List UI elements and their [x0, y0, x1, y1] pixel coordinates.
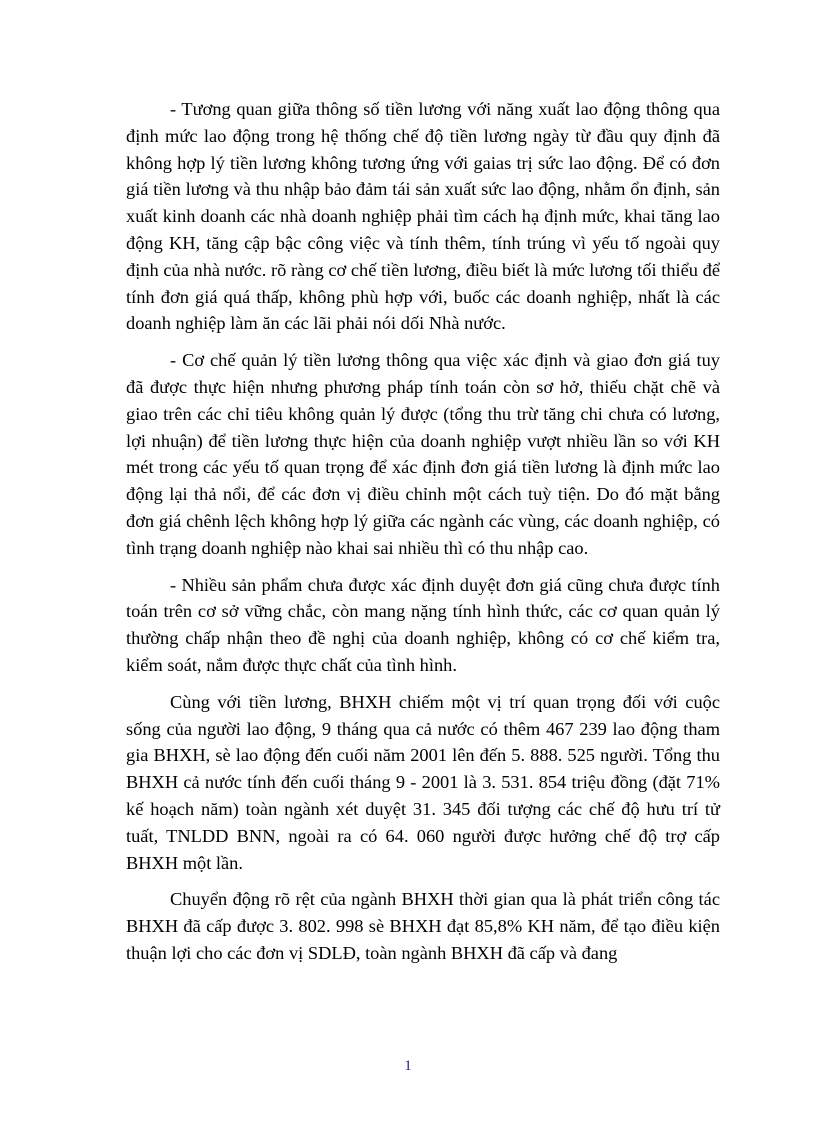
document-body: [126, 96, 720, 977]
page-number: 1: [404, 1058, 412, 1074]
paragraph-social-insurance: Cùng với tiền lương, BHXH chiếm một vị trí quan trọng đối với cuộc sống của người lao động, 9 tháng qua cả nước có thêm 467 239 lao động tham gia BHXH, sè lao động đến cuối năm 2001 lên đến 5. 888. 525 người. Tổng thu BHXH cả nước tính đến cuối tháng 9 - 2001 là 3. 531. 854 triệu đồng (đặt 71% kế hoạch năm) toàn ngành xét duyệt 31. 345 đối tượng các chế độ hưu trí tử tuất, TNLDD BNN, ngoài ra có 64. 060 người được hưởng chế độ trợ cấp BHXH một lần.: [126, 691, 720, 873]
paragraph-salary-productivity: - Tương quan giữa thông số tiền lương với năng xuất lao động thông qua định mức lao động trong hệ thống chế độ tiền lương ngày từ đầu quy định đã không hợp lý tiền lương không tương ứng với gaias trị sức lao động. Để có đơn giá tiền lương và thu nhập bảo đảm tái sản xuất sức lao động, nhằm ổn định, sản xuất kinh doanh các nhà doanh nghiệp phải tìm cách hạ định mức, khai tăng lao động KH, tăng cập bậc công việc và tính thêm, tính trúng vì yếu tố ngoài quy định của nhà nước. rõ ràng cơ chế tiền lương, điều biết là mức lương tối thiểu để tính đơn giá quá thấp, không phù hợp với, buốc các doanh nghiệp, nhất là các doanh nghiệp làm ăn các lãi phải nói dối Nhà nước.: [126, 99, 720, 334]
paragraph-salary-management: - Cơ chế quản lý tiền lương thông qua việc xác định và giao đơn giá tuy đã được thực hiện nhưng phương pháp tính toán còn sơ hở, thiếu chặt chẽ và giao trên các chỉ tiêu không quản lý được (tổng thu trừ tăng chi chưa có lương, lợi nhuận) để tiền lương thực hiện của doanh nghiệp vượt nhiều lần so với KH mét trong các yếu tố quan trọng để xác định đơn giá tiền lương là định mức lao động lại thả nổi, để các đơn vị điều chỉnh một cách tuỳ tiện. Do đó mặt bằng đơn giá chênh lệch không hợp lý giữa các ngành các vùng, các doanh nghiệp, có tình trạng doanh nghiệp nào khai sai nhiều thì có thu nhập cao.: [126, 350, 720, 558]
paragraph-unit-price: - Nhiều sản phẩm chưa được xác định duyệt đơn giá cũng chưa được tính toán trên cơ sở vững chắc, còn mang nặng tính hình thức, các cơ quan quản lý thường chấp nhận theo đề nghị của doanh nghiệp, không có cơ chế kiểm tra, kiểm soát, nắm được thực chất của tình hình.: [126, 574, 720, 675]
paragraph-insurance-books: Chuyển động rõ rệt của ngành BHXH thời gian qua là phát triển công tác BHXH đã cấp được 3. 802. 998 sè BHXH đạt 85,8% KH năm, để tạo điều kiện thuận lợi cho các đơn vị SDLĐ, toàn ngành BHXH đã cấp và đang: [126, 889, 720, 963]
